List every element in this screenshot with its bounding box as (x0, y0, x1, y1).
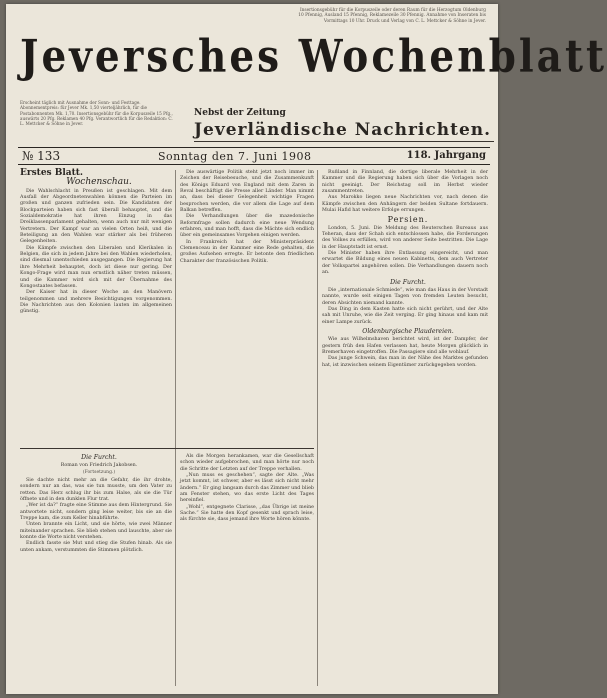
paragraph: Das junge Schwein, das man in der Nähe des Marktes gefunden hat, ist inzwischen seinem Eigentümer zurückgegeben worden. (322, 356, 488, 368)
subtitle: Jeverländische Nachrichten. (194, 120, 492, 140)
paragraph: In Frankreich hat der Ministerpräsident Clemenceau in der Kammer eine Rede gehalten, die großes Aufsehen erregte. Er betonte den friedlichen Charakter der französischen Politik. (180, 239, 314, 264)
feuilleton-rule (20, 448, 314, 449)
story-continued: (Fortsetzung.) (82, 469, 116, 475)
paragraph: Endlich fasste sie Mut und stieg die Stufen hinab. Als sie unten ankam, verstummten die Stimmen plötzlich. (20, 541, 172, 553)
paragraph: „Wer ist da?“ fragte eine Stimme aus dem Hintergrund. Sie antwortete nicht, sondern ging leise weiter, bis sie an die Treppe kam, die zum Keller hinabführte. (20, 503, 172, 522)
paragraph: Der Kaiser hat in dieser Woche an den Manövern teilgenommen und mehrere Besichtigungen vorgenommen. Die Nachrichten aus den Kolonien lauten im allgemeinen günstig. (20, 290, 172, 315)
paragraph: Die Kämpfe zwischen den Liberalen und Klerikalen in Belgien, die sich in jedem Jahre bei den Wahlen wiederholen, sind diesmal unentschieden ausgegangen. Die Regierung hat ihre Mehrheit behauptet, doch ist diese nur gering. Der Kongo-Frage wird man nun ernstlich näher treten müssen, und die Kammer wird sich mit der Übernahme des Kongostaates befassen. (20, 245, 172, 289)
paragraph: Sie dachte nicht mehr an die Gefahr, die ihr drohte, sondern nur an das, was sie tun musste, um den Vater zu retten. Das Herz schlug ihr bis zum Halse, als sie die Tür öffnete und in den dunklen Flur trat. (20, 478, 172, 503)
volume-year: 118. Jahrgang (406, 150, 486, 161)
paragraph: Aus Marokko liegen neue Nachrichten vor, nach denen die Kämpfe zwischen den Anhängern der beiden Sultane fortdauern. Mulai Hafid hat weitere Erfolge errungen. (322, 195, 488, 214)
column-2 (180, 170, 314, 440)
publication-info-right: Insertionsgebühr für die Korpuszeile oder deren Raum für die Herzogtum Oldenburg 10 Pfennig, Ausland 15 Pfennig, Reklamezeile 30 Pfennig. Annahme von Inseraten bis Vormittags 10 Uhr. Druck und Verlag von C. L. Mettcker & Söhne in Jever. (298, 8, 486, 24)
section-heading: Erstes Blatt. (20, 168, 84, 178)
story-heading: Die Furcht. (390, 278, 426, 286)
paragraph: Die „internationale Schmiede“, wie man das Haus in der Vorstadt nannte, wurde seit einigen Tagen von fremden Leuten besucht, deren Absichten niemand kannte. (322, 287, 488, 306)
paragraph: „Nun muss es geschehen“, sagte der Alte. „Was jetzt kommt, ist schwer, aber es lässt sich nicht mehr ändern.“ Er ging langsam durch das Zimmer und blieb am Fenster stehen, wo das erste Licht des Tages hereinfiel. (180, 473, 314, 504)
supplement-note: Nebst der Zeitung (194, 108, 286, 118)
article-title: Wochenschau. (66, 177, 132, 188)
dateline (18, 147, 490, 165)
paragraph: Das Ding in dem Kasten hatte sich nicht gerührt, und der Alte sah mit Unruhe, wie die Zeit verging. Er ging hinaus und kam mit einer Lampe zurück. (322, 306, 488, 325)
issue-number: № 133 (22, 149, 61, 163)
column-3 (322, 170, 488, 686)
section-heading-persia: Persien. (387, 215, 429, 225)
paragraph: Die Wahlschlacht in Preußen ist geschlagen. Mit dem Ausfall der Abgeordnetenwahlen können die Parteien im großen und ganzen zufrieden sein. Die Kandidaten der Blockparteien haben sich fast überall behauptet, und die Sozialdemokratie hat ihren Einzug in das Dreiklassenparlament gehalten, wenn auch nur mit wenigen Vertretern. Der Kampf war an vielen Orten heiß, und die Beteiligung an den Wahlen war stärker als bei früheren Gelegenheiten. (20, 188, 172, 245)
local-heading: Oldenburgische Plaudereien. (362, 327, 454, 335)
story-title: Die Furcht. (81, 454, 117, 461)
subtitle-rule (194, 141, 494, 142)
masthead-title: Jeversches Wochenblatt (20, 30, 607, 83)
issue-date: Sonntag den 7. Juni 1908 (158, 150, 312, 163)
paragraph: Unten brannte ein Licht, und sie hörte, wie zwei Männer miteinander sprachen. Sie blieb stehen und lauschte, aber sie konnte die Worte nicht verstehen. (20, 522, 172, 541)
newspaper-page (6, 4, 607, 694)
paragraph: Die auswärtige Politik steht jetzt noch immer im Zeichen der Reisebesuche, und die Zusammenkunft des Königs Eduard von England mit dem Zaren in Reval beschäftigt die Presse aller Länder. Man nimmt an, dass bei dieser Gelegenheit wichtige Fragen besprochen werden, die vor allem die Lage auf dem Balkan betreffen. (180, 170, 314, 214)
column-2-feuilleton (180, 454, 314, 686)
paragraph: London, 5. Juni. Die Meldung des Reuterschen Bureaus aus Teheran, dass der Schah sich entschlossen habe, die Forderungen des Volkes zu erfüllen, wird von anderer Seite bestritten. Die Lage in der Hauptstadt ist ernst. (322, 225, 488, 250)
column-divider-1 (175, 170, 176, 686)
paragraph: Rußland in Finnland, die dortige liberale Mehrheit in der Kammer und die Regierung haben sich über die Vorlagen noch nicht geeinigt. Der Reichstag soll im Herbst wieder zusammentreten. (322, 170, 488, 195)
publication-info-left: Erscheint täglich mit Ausnahme der Sonn- und Festtage. Abonnementpreis: für Jever Mk. 1,50 vierteljährlich, für die Postabonnenten Mk. 1,70. Insertionsgebühr für die Korpuszeile 15 Pfg., auswärts 20 Pfg. Reklamen 40 Pfg. Verantwortlich für die Redaktion: C. L. Mettcker & Söhne in Jever. (20, 100, 173, 127)
paragraph: „Wohl“, entgegnete Clarisse, „das Übrige ist meine Sache.“ Sie hatte den Kopf gesenkt und sprach leise, als fürchte sie, dass jemand ihre Worte hören könnte. (180, 504, 314, 523)
column-1-feuilleton (20, 452, 172, 684)
paragraph: Wie aus Wilhelmshaven berichtet wird, ist der Dampfer, der gestern früh den Hafen verlassen hat, heute Morgen glücklich in Bremerhaven eingetroffen. Die Passagiere sind alle wohlauf. (322, 337, 488, 355)
paragraph: Die Minister haben ihre Entlassung eingereicht, und man erwartet die Bildung eines neuen Kabinetts, dem auch Vertreter der Volkspartei angehören sollen. Die Verhandlungen dauern noch an. (322, 251, 488, 276)
story-byline: Roman von Friedrich Jakobsen. (60, 463, 138, 469)
paragraph: Als die Morgen herankamen, war die Gesellschaft schon wieder aufgebrochen, und man hörte nur noch die Schritte der Letzten auf der Treppe verhallen. (180, 454, 314, 472)
column-1 (20, 170, 172, 442)
column-divider-2 (317, 170, 318, 686)
paragraph: Die Verhandlungen über die mazedonische Reformfrage sollen dadurch eine neue Wendung erfahren, und man hofft, dass die Mächte sich endlich über ein gemeinsames Vorgehen einigen werden. (180, 214, 314, 239)
